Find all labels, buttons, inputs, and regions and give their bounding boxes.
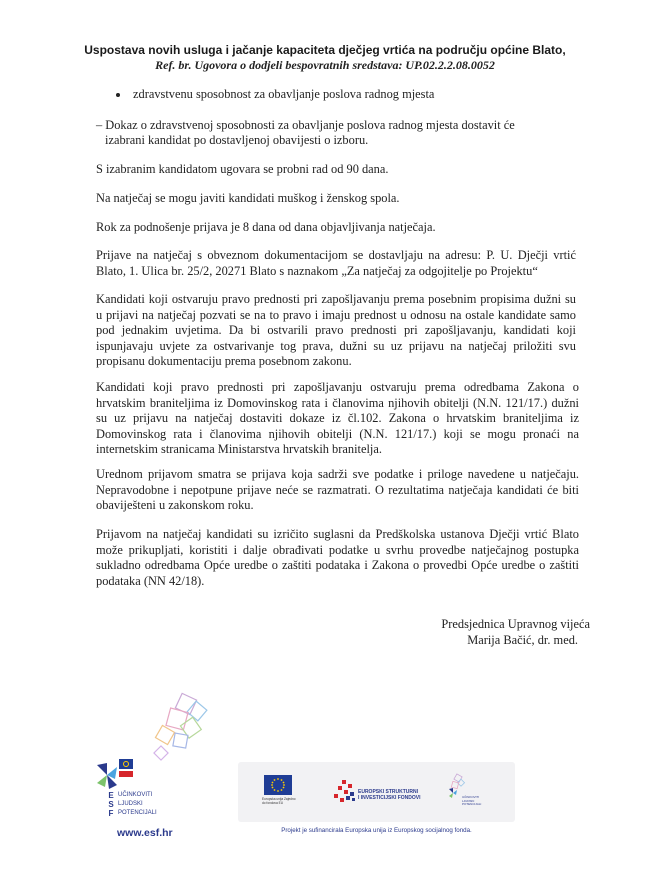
esf-letter-e: E <box>108 791 114 800</box>
paragraph-rok: Rok za podnošenje prijava je 8 dana od dana objavljivanja natječaja. <box>96 220 436 234</box>
esf-decorative-squares <box>150 690 220 765</box>
paragraph-probni-rad: S izabranim kandidatom ugovara se probni rad od 90 dana. <box>96 162 389 176</box>
eu-flag-icon <box>264 775 292 795</box>
paragraph-uredna-prijava: Urednom prijavom smatra se prijava koja sadrži sve podatke i priloge navedene u natječaju. Nepravodobne i nepotpune prijave neće se razmatrati. O rezultatima natječaja kandidati će biti obaviješteni u zakonskom roku. <box>96 467 579 512</box>
esf-letters <box>106 791 116 818</box>
paragraph-pravo-prednosti: Kandidati koji ostvaruju pravo prednosti pri zapošljavanju prema posebnim propisima dužni su u prijavi na natječaj pozvati se na to pravo i imaju prednost u odnosu na ostale kandidate samo pod jednakim uvjetima. Da bi ostvarili pravo prednosti pri zapošljavanju, kandidati koji ispunjavaju uvjete za ostvarivanje tog prava, dužni su uz prijavu na natječaj priložiti svu propisanu dokumentaciju prema posebnom zakonu. <box>96 292 576 368</box>
eu-caption: Europska unija Zajedno do fondova EU <box>262 797 296 805</box>
esf-letter-f: F <box>108 809 114 818</box>
esf-word-2: LJUDSKI <box>118 801 143 807</box>
paragraph-suglasnost: Prijavom na natječaj kandidati su izričito suglasni da Predškolska ustanova Dječji vrtić Blato može prikupljati, koristiti i dalje obrađivati podatke u svrhu provedbe natječajnog postupka sukladno odredbama Opće uredbe o zaštiti podataka i Zakona o provedbi Opće uredbe o zaštiti podataka (NN 42/18). <box>96 527 579 588</box>
bullet-dot <box>116 93 120 97</box>
esf-url: www.esf.hr <box>117 827 173 839</box>
funding-note: Projekt je sufinancirala Europska unija iz Europskog socijalnog fonda. <box>281 827 472 834</box>
dash-item-line1: – Dokaz o zdravstvenoj sposobnosti za obavljanje poslova radnog mjesta dostavit će <box>96 118 515 132</box>
contract-reference: Ref. br. Ugovora o dodjeli bespovratnih sredstava: UP.02.2.2.08.0052 <box>155 58 495 72</box>
esf-pinwheel-icon <box>93 755 137 795</box>
signature-title: Predsjednica Upravnog vijeća <box>441 617 590 631</box>
funds-line-2: I INVESTICIJSKI FONDOVI <box>358 795 421 801</box>
structural-funds-text <box>358 789 421 801</box>
mini-word-1: UČINKOVITI <box>462 795 480 799</box>
paragraph-adresa: Prijave na natječaj s obveznom dokumentacijom se dostavljaju na adresu: P. U. Dječji vrtić Blato, 1. Ulica br. 25/2, 20271 Blato s naznakom „Za natječaj za odgojitelje po Projektu“ <box>96 248 576 278</box>
project-title: Uspostava novih usluga i jačanje kapaciteta dječjeg vrtića na području općine Blato, <box>84 43 566 57</box>
esf-word-1: UČINKOVITI <box>118 792 153 798</box>
esf-words <box>118 791 157 818</box>
mini-word-2: LJUDSKI <box>462 798 475 803</box>
paragraph-branitelji: Kandidati koji pravo prednosti pri zapošljavanju ostvaruju prema odredbama Zakona o hrvatskim braniteljima iz Domovinskog rata i članovima njihovih obitelji (N.N. 121/17.) dužni su uz prijavu na natječaj dostaviti dokaze iz čl.102. Zakona o hrvatskim braniteljima iz Domovinskog rata i članovima njihovih obitelji (N.N. 121/17.) koji se mogu pronaći na internetskim stranicama Ministarstva hrvatskih branitelja. <box>96 380 579 456</box>
mini-word-3: POTENCIJALI <box>462 802 482 807</box>
bullet-item: zdravstvenu sposobnost za obavljanje poslova radnog mjesta <box>133 87 435 101</box>
funds-line-1: EUROPSKI STRUKTURNI <box>358 789 419 795</box>
esf-mini-words <box>462 796 481 807</box>
structural-funds-mark-icon <box>332 778 358 804</box>
esf-letter-s: S <box>108 800 114 809</box>
paragraph-spol: Na natječaj se mogu javiti kandidati muškog i ženskog spola. <box>96 191 400 205</box>
signature-name: Marija Bačić, dr. med. <box>467 633 578 647</box>
dash-item-line2: izabrani kandidat po dostavljenoj obavijesti o izboru. <box>105 133 369 147</box>
esf-word-3: POTENCIJALI <box>118 810 157 816</box>
